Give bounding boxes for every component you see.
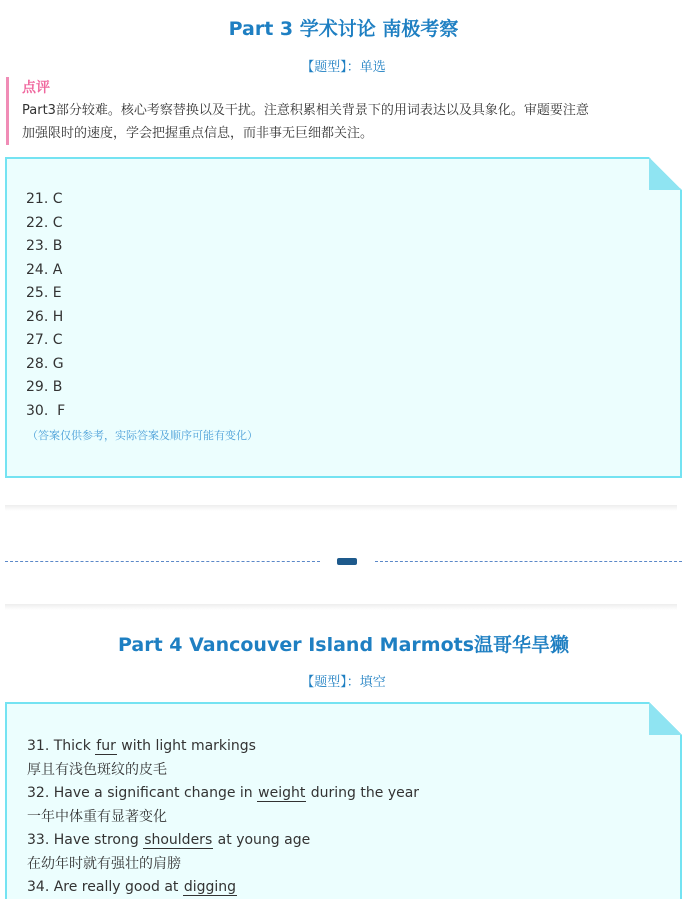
part4-answer-box: [5, 702, 682, 899]
answer-note: （答案仅供参考，实际答案及顺序可能有变化）: [27, 429, 258, 442]
answer-list: [26, 188, 65, 423]
section-shadow: [5, 505, 677, 511]
divider-dash-left: [5, 561, 320, 562]
answer-21: 21. C: [26, 191, 63, 207]
item-31: 31. Thick fur with light markings: [27, 738, 256, 754]
item-33: 33. Have strong shoulders at young age: [27, 832, 311, 848]
answer-30: 30. F: [26, 402, 66, 419]
comment-line-2: 加强限时的速度，学会把握重点信息，而非事无巨细都关注。: [22, 126, 374, 141]
divider-dash-right: [375, 561, 682, 562]
answer-26: 26. H: [26, 308, 64, 325]
answer-23: 23. B: [26, 238, 63, 254]
item-31-zh: 厚且有浅色斑纹的皮毛: [27, 761, 167, 778]
part4-type-label: 【题型】：填空: [301, 675, 386, 690]
page-corner-fold: [649, 702, 682, 735]
comment-title: 点评: [22, 80, 50, 96]
comment-line-1: Part3部分较难。核心考察替换以及干扰。注意积累相关背景下的用词表达以及具象化。审题要注意: [22, 103, 589, 118]
answer-33: shoulders: [144, 832, 213, 848]
item-33-zh: 在幼年时就有强壮的肩膀: [27, 855, 181, 872]
comment-block: [6, 77, 676, 145]
section-shadow-2: [5, 604, 677, 610]
answer-32: weight: [258, 785, 306, 801]
answer-25: 25. E: [26, 285, 62, 301]
fill-list: [27, 735, 419, 899]
section-divider: [5, 561, 682, 563]
answer-28: 28. G: [26, 355, 64, 372]
part3-title: Part 3 学术讨论 南极考察: [228, 18, 459, 40]
item-32-zh: 一年中体重有显著变化: [27, 808, 167, 825]
answer-34: digging: [183, 879, 237, 895]
part4-title: Part 4 Vancouver Island Marmots温哥华旱獭: [117, 634, 570, 656]
answer-27: 27. C: [26, 332, 63, 348]
answer-24: 24. A: [26, 261, 63, 278]
part3-type-label: 【题型】：单选: [301, 60, 386, 75]
part3-answer-box: [5, 157, 682, 478]
logo-icon: [337, 558, 357, 565]
item-32: 32. Have a significant change in weight during the year: [27, 785, 420, 801]
item-34: 34. Are really good at digging: [27, 879, 237, 895]
brand-logo: [332, 556, 362, 567]
answer-31: fur: [96, 738, 116, 754]
answer-22: 22. C: [26, 214, 63, 231]
page-corner-fold: [649, 157, 682, 190]
answer-29: 29. B: [26, 379, 63, 395]
